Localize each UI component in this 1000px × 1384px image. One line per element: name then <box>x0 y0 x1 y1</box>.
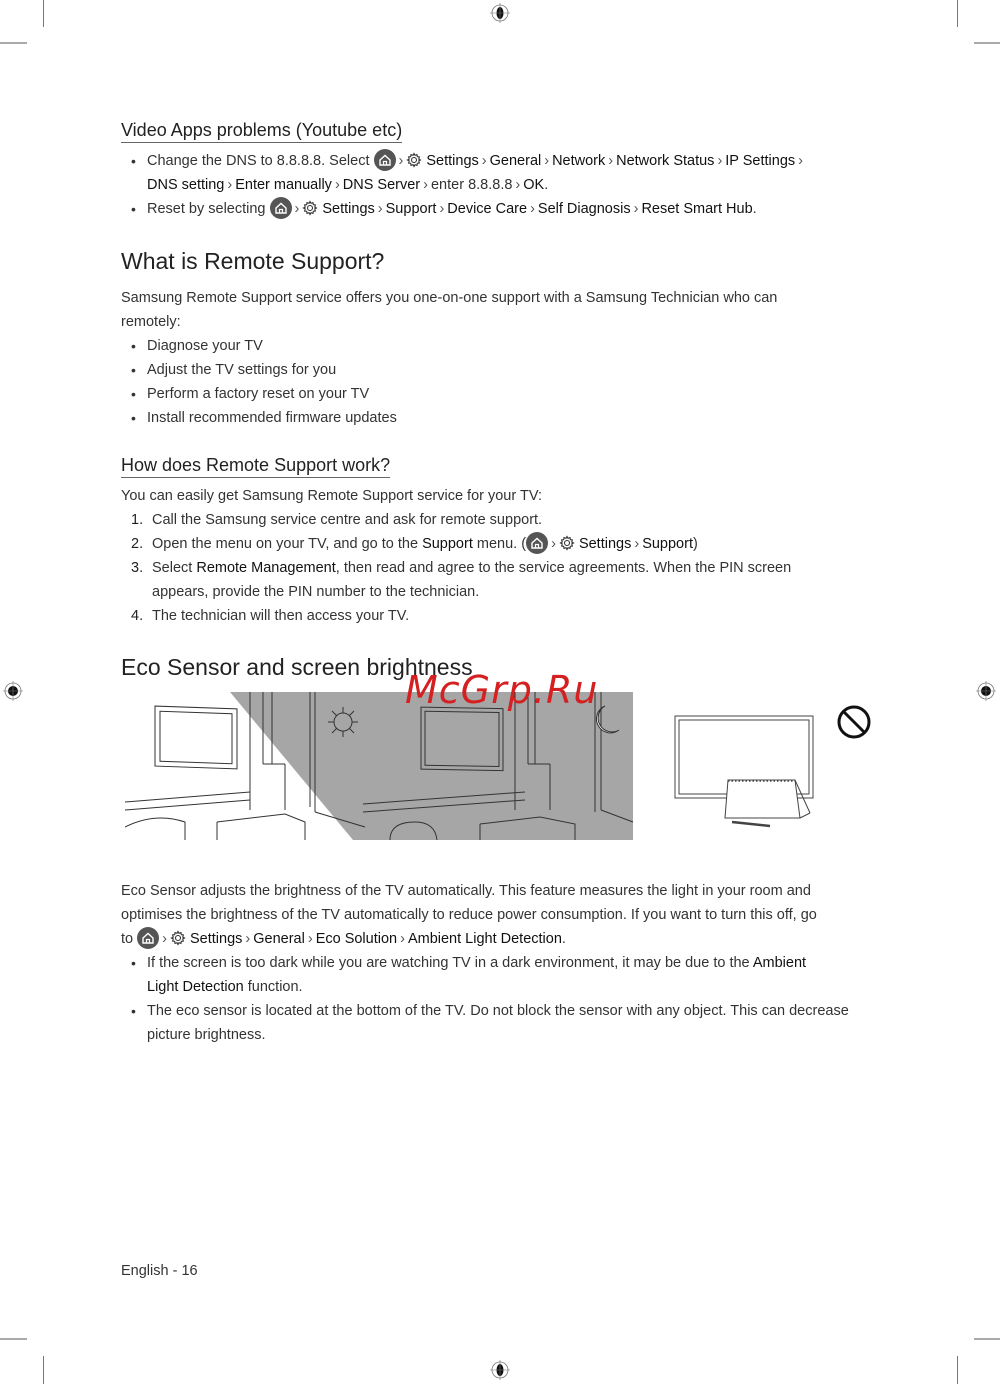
eco-sensor-room-illustration <box>125 692 635 842</box>
registration-mark-icon <box>490 1360 510 1380</box>
bullet-icon: • <box>131 386 136 402</box>
crop-mark <box>43 1356 44 1384</box>
watermark: McGrp.Ru <box>405 668 599 712</box>
section-heading-eco-sensor: Eco Sensor and screen brightness <box>121 654 473 680</box>
how-remote-intro: You can easily get Samsung Remote Support service for your TV: <box>121 488 542 504</box>
registration-mark-icon <box>490 3 510 23</box>
step-item: The technician will then access your TV. <box>152 608 410 624</box>
list-item: Diagnose your TV <box>147 338 263 354</box>
list-item-sensor-location: The eco sensor is located at the bottom of the TV. Do not block the sensor with any object. This can decrease picture brightness. <box>147 1003 849 1043</box>
step-number: 3. <box>131 560 144 576</box>
gear-icon <box>302 200 318 216</box>
bullet-icon: • <box>131 338 136 354</box>
bullet-icon: • <box>131 410 136 426</box>
crop-mark <box>974 42 1000 44</box>
crop-mark <box>0 1338 27 1340</box>
section-heading-remote-support: What is Remote Support? <box>121 248 385 274</box>
step-number: 4. <box>131 608 144 624</box>
section-heading-how-remote-support: How does Remote Support work? <box>121 454 390 478</box>
step-item: Call the Samsung service centre and ask for remote support. <box>152 512 543 528</box>
eco-sensor-para: Eco Sensor adjusts the brightness of the TV automatically. This feature measures the light in your room and <box>121 883 811 899</box>
bullet-icon: • <box>131 1003 136 1019</box>
remote-support-intro-cont: remotely: <box>121 314 181 330</box>
eco-sensor-path: to › Settings › General › Eco Solution › Ambient Light Detection. <box>121 927 566 951</box>
remote-support-intro: Samsung Remote Support service offers you one-on-one support with a Samsung Technician who can <box>121 290 778 306</box>
blocked-sensor-illustration <box>670 700 880 835</box>
bullet-icon: • <box>131 362 136 378</box>
step-number: 2. <box>131 536 144 552</box>
crop-mark <box>957 0 958 27</box>
list-item-change-dns: Change the DNS to 8.8.8.8. Select › Settings › General › Network › Network Status › IP Settings › DNS setting › Enter manually › DNS Server › enter 8.8.8.8 › OK. <box>147 149 887 197</box>
home-icon <box>374 149 396 171</box>
home-icon <box>137 927 159 949</box>
step-item: Select Remote Management, then read and agree to the service agreements. When the PIN screen appears, provide the PIN number to the technician. <box>152 560 792 600</box>
crop-mark <box>0 42 27 44</box>
registration-mark-icon <box>3 681 23 701</box>
list-item-dark-screen: If the screen is too dark while you are watching TV in a dark environment, it may be due to the Ambient Light Detection function. <box>147 955 807 995</box>
step-item: Open the menu on your TV, and go to the Support menu. ( › Settings › Support) <box>152 532 852 556</box>
bullet-icon: • <box>131 201 136 217</box>
list-item: Perform a factory reset on your TV <box>147 386 370 402</box>
home-icon <box>270 197 292 219</box>
list-item-reset-smart-hub: Reset by selecting › Settings › Support › Device Care › Self Diagnosis › Reset Smart Hub. <box>147 197 887 221</box>
section-heading-video-apps: Video Apps problems (Youtube etc) <box>121 119 402 143</box>
list-item: Adjust the TV settings for you <box>147 362 337 378</box>
crop-mark <box>43 0 44 27</box>
home-icon <box>526 532 548 554</box>
gear-icon <box>170 930 186 946</box>
step-number: 1. <box>131 512 144 528</box>
bullet-icon: • <box>131 955 136 971</box>
gear-icon <box>559 535 575 551</box>
gear-icon <box>406 152 422 168</box>
crop-mark <box>974 1338 1000 1340</box>
list-item: Install recommended firmware updates <box>147 410 397 426</box>
page-number: English - 16 <box>121 1263 198 1279</box>
bullet-icon: • <box>131 153 136 169</box>
eco-sensor-para-cont: optimises the brightness of the TV automatically to reduce power consumption. If you want to turn this off, go <box>121 907 817 923</box>
crop-mark <box>957 1356 958 1384</box>
registration-mark-icon <box>976 681 996 701</box>
